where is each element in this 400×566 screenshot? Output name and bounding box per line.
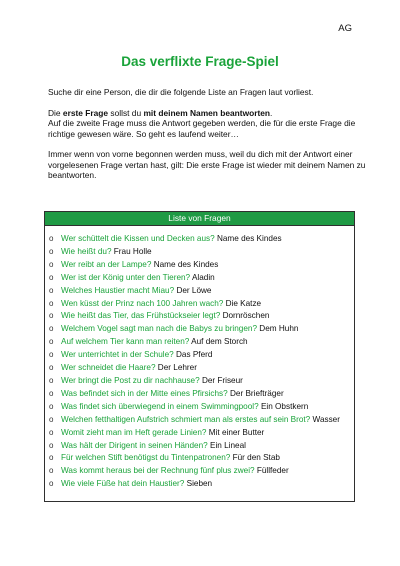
bullet-circle-icon: o — [49, 363, 54, 373]
question-list-item — [49, 478, 350, 491]
question-list — [45, 226, 354, 501]
bullet-circle-icon: o — [49, 414, 54, 424]
page-tag: AG — [338, 23, 352, 34]
question-line — [61, 401, 350, 414]
question-line — [61, 323, 350, 336]
question-text: Wie viele Füße hat dein Haustier? — [61, 479, 185, 489]
question-text: Was befindet sich in der Mitte eines Pfirsichs? — [61, 388, 228, 398]
question-list-item — [49, 362, 350, 375]
question-line — [61, 440, 350, 453]
intro-p2-pre: Die — [48, 107, 63, 118]
question-list-item — [49, 427, 350, 440]
question-list-item — [49, 323, 350, 336]
question-line — [61, 452, 350, 465]
answer-text: Name des Kindes — [216, 234, 282, 243]
question-line — [61, 349, 350, 362]
answer-text: Die Katze — [225, 298, 262, 308]
question-text: Wer ist der König unter den Tieren? — [61, 272, 191, 282]
answer-text: Dornröschen — [222, 311, 270, 321]
bullet-circle-icon: o — [49, 388, 54, 398]
intro-paragraph-3: Immer wenn von vorne begonnen werden muss, weil du dich mit der Antwort einer vorgelesenen Frage vertan hast, gilt: Die erste Frage ist wieder mit deinem Namen zu beantworten. — [48, 149, 366, 181]
question-text: Wer reibt an der Lampe? — [61, 259, 152, 269]
answer-text: Der Friseur — [201, 375, 243, 385]
question-line — [61, 427, 350, 440]
intro-p2-post: . — [270, 107, 273, 118]
question-text: Was kommt heraus bei der Rechnung fünf plus zwei? — [61, 466, 255, 476]
question-list-item — [49, 349, 350, 362]
question-line — [61, 298, 350, 311]
question-line — [61, 336, 350, 349]
question-text: Was findet sich überwiegend in einem Swimmingpool? — [61, 401, 259, 411]
answer-text: Füllfeder — [256, 466, 289, 476]
answer-text: Für den Stab — [232, 453, 280, 463]
question-line — [61, 414, 350, 427]
answer-text: Ein Obstkern — [260, 401, 309, 411]
question-line — [61, 233, 350, 246]
answer-text: Sieben — [186, 479, 213, 489]
answer-text: Mit einer Butter — [208, 427, 265, 437]
question-table — [44, 211, 355, 502]
answer-text: Name des Kindes — [153, 259, 219, 269]
question-list-item — [49, 298, 350, 311]
answer-text: Dem Huhn — [259, 324, 299, 334]
page-title: Das verflixte Frage-Spiel — [121, 54, 279, 69]
answer-text: Wasser — [312, 414, 340, 424]
question-line — [61, 375, 350, 388]
question-table-header: Liste von Fragen — [45, 212, 354, 226]
question-line — [61, 465, 350, 478]
question-text: Wen küsst der Prinz nach 100 Jahren wach? — [61, 298, 224, 308]
intro-paragraph-1: Suche dir eine Person, die dir die folgende Liste an Fragen laut vorliest. — [48, 87, 314, 97]
question-list-item — [49, 336, 350, 349]
question-list-item — [49, 310, 350, 323]
bullet-circle-icon: o — [49, 298, 54, 308]
question-list-item — [49, 452, 350, 465]
intro-p2-mid: sollst du — [108, 107, 144, 118]
bullet-circle-icon: o — [49, 337, 54, 347]
intro-text — [48, 87, 368, 191]
question-text: Welchen fetthaltigen Aufstrich schmiert man als erstes auf sein Brot? — [61, 414, 311, 424]
bullet-circle-icon: o — [49, 234, 54, 243]
question-list-item — [49, 285, 350, 298]
question-line — [61, 362, 350, 375]
question-text: Für welchen Stift benötigst du Tintenpatronen? — [61, 453, 231, 463]
answer-text: Auf dem Storch — [191, 337, 248, 347]
bullet-circle-icon: o — [49, 259, 54, 269]
question-text: Welchem Vogel sagt man nach die Babys zu bringen? — [61, 324, 258, 334]
question-text: Wer schüttelt die Kissen und Decken aus? — [61, 234, 215, 243]
intro-p2-bold-first-question: erste Frage — [62, 107, 109, 118]
answer-text: Der Löwe — [176, 285, 212, 295]
answer-text: Frau Holle — [113, 246, 152, 256]
question-line — [61, 478, 350, 491]
answer-text: Der Lehrer — [157, 363, 197, 373]
question-text: Wer unterrichtet in der Schule? — [61, 350, 174, 360]
question-list-item — [49, 272, 350, 285]
question-list-item — [49, 414, 350, 427]
question-line — [61, 259, 350, 272]
question-text: Womit zieht man im Heft gerade Linien? — [61, 427, 207, 437]
question-list-item — [49, 465, 350, 478]
bullet-circle-icon: o — [49, 375, 54, 385]
question-text: Wer schneidet die Haare? — [61, 363, 156, 373]
answer-text: Ein Lineal — [209, 440, 246, 450]
bullet-circle-icon: o — [49, 479, 54, 489]
bullet-circle-icon: o — [49, 427, 54, 437]
question-text: Wer bringt die Post zu dir nachhause? — [61, 375, 200, 385]
question-line — [61, 246, 350, 259]
answer-text: Aladin — [191, 272, 215, 282]
question-list-item — [49, 233, 350, 246]
question-line — [61, 388, 350, 401]
bullet-circle-icon: o — [49, 324, 54, 334]
question-text: Welches Haustier macht Miau? — [61, 285, 175, 295]
question-list-item — [49, 246, 350, 259]
answer-text: Der Briefträger — [229, 388, 284, 398]
question-text: Wie heißt das Tier, das Frühstückseier legt? — [61, 311, 221, 321]
intro-p2-rest: Auf die zweite Frage muss die Antwort gegeben werden, die für die erste Frage die richtige gewesen wäre. So geht es laufend weiter… — [48, 118, 356, 139]
question-list-item — [49, 375, 350, 388]
bullet-circle-icon: o — [49, 453, 54, 463]
bullet-circle-icon: o — [49, 246, 54, 256]
question-line — [61, 272, 350, 285]
question-text: Was hält der Dirigent in seinen Händen? — [61, 440, 208, 450]
bullet-circle-icon: o — [49, 272, 54, 282]
question-list-item — [49, 401, 350, 414]
bullet-circle-icon: o — [49, 440, 54, 450]
bullet-circle-icon: o — [49, 285, 54, 295]
question-list-item — [49, 388, 350, 401]
intro-paragraph-2 — [48, 108, 368, 139]
question-text: Wie heißt du? — [61, 246, 112, 256]
answer-text: Das Pferd — [176, 350, 213, 360]
bullet-circle-icon: o — [49, 466, 54, 476]
bullet-circle-icon: o — [49, 401, 54, 411]
question-list-item — [49, 259, 350, 272]
bullet-circle-icon: o — [49, 311, 54, 321]
question-line — [61, 285, 350, 298]
intro-p2-bold-answer-with-name: mit deinem Namen beantworten — [143, 107, 271, 118]
question-text: Auf welchem Tier kann man reiten? — [61, 337, 190, 347]
question-list-item — [49, 440, 350, 453]
question-line — [61, 310, 350, 323]
bullet-circle-icon: o — [49, 350, 54, 360]
